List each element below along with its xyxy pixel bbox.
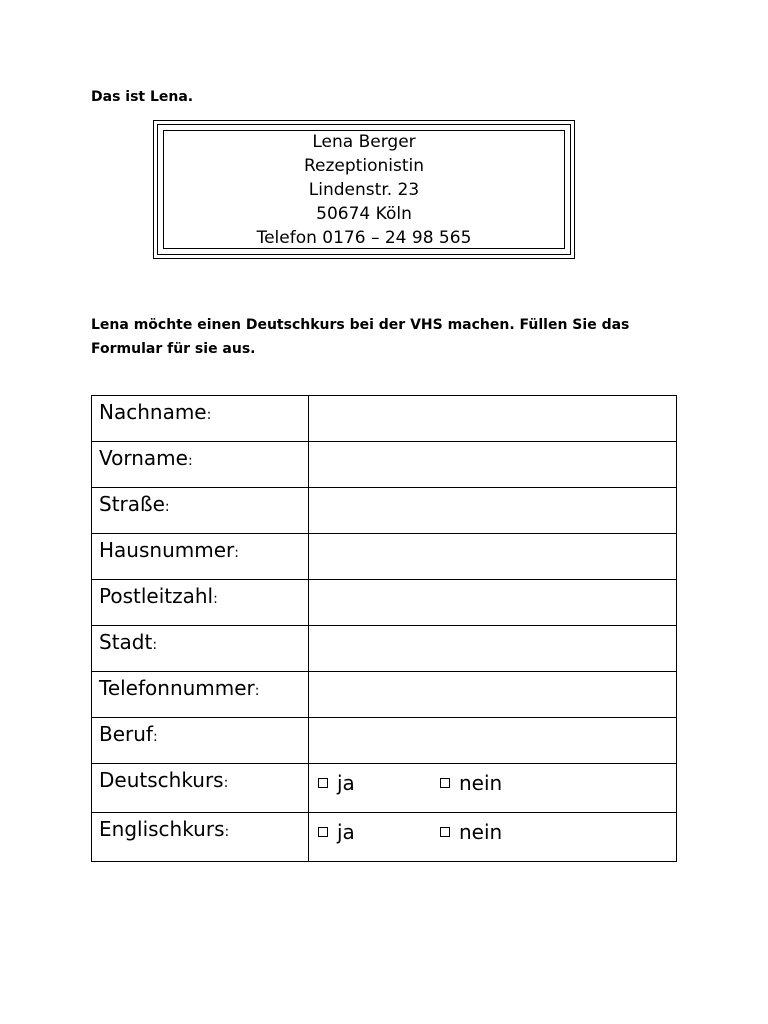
form-label-colon: :	[152, 637, 158, 653]
option-label-nein: nein	[459, 771, 503, 795]
form-label-text: Telefonnummer	[99, 676, 255, 700]
form-row-nachname	[92, 396, 677, 442]
form-label-strasse	[92, 488, 309, 534]
form-label-colon: :	[254, 683, 260, 699]
form-label-text: Deutschkurs	[99, 768, 224, 792]
checkbox-icon[interactable]	[318, 778, 328, 788]
form-field-postleitzahl[interactable]	[309, 580, 677, 626]
form-label-colon: :	[234, 545, 239, 561]
form-label-colon: :	[206, 407, 212, 423]
form-label-telefonnummer	[92, 672, 309, 718]
form-row-englischkurs	[92, 813, 677, 862]
business-card-frame	[157, 124, 571, 255]
form-label-text: Hausnummer	[99, 538, 235, 562]
card-phone: Telefon 0176 – 24 98 565	[256, 227, 472, 248]
englischkurs-ja-option[interactable]	[318, 820, 355, 844]
form-label-text: Stadt	[99, 630, 153, 654]
intro-text: Das ist Lena.	[91, 89, 194, 105]
instruction-text: Lena möchte einen Deutschkurs bei der VHS machen. Füllen Sie das Formular für sie aus.	[91, 317, 630, 357]
form-label-colon: :	[164, 499, 170, 515]
form-label-postleitzahl	[92, 580, 309, 626]
form-label-text: Postleitzahl	[99, 584, 214, 608]
form-label-text: Beruf	[99, 722, 153, 746]
form-label-colon: :	[223, 775, 229, 791]
form-field-vorname[interactable]	[309, 442, 677, 488]
form-options-deutschkurs	[309, 764, 677, 813]
deutschkurs-ja-option[interactable]	[318, 771, 355, 795]
deutschkurs-nein-option[interactable]	[440, 771, 502, 795]
form-row-deutschkurs	[92, 764, 677, 813]
checkbox-icon[interactable]	[440, 778, 450, 788]
form-row-postleitzahl	[92, 580, 677, 626]
card-street: Lindenstr. 23	[308, 179, 420, 200]
englischkurs-nein-option[interactable]	[440, 820, 502, 844]
option-label-ja: ja	[337, 771, 355, 795]
form-field-stadt[interactable]	[309, 626, 677, 672]
form-field-nachname[interactable]	[309, 396, 677, 442]
checkbox-icon[interactable]	[440, 827, 450, 837]
form-label-text: Englischkurs	[99, 817, 225, 841]
card-city: 50674 Köln	[316, 203, 412, 224]
form-label-colon: :	[187, 453, 193, 469]
form-label-englischkurs	[92, 813, 309, 862]
form-row-stadt	[92, 626, 677, 672]
form-options-englischkurs	[309, 813, 677, 862]
form-field-hausnummer[interactable]	[309, 534, 677, 580]
form-label-colon: :	[152, 729, 158, 745]
form-row-vorname	[92, 442, 677, 488]
form-label-vorname	[92, 442, 309, 488]
checkbox-icon[interactable]	[318, 827, 328, 837]
business-card	[153, 120, 575, 259]
card-occupation: Rezeptionistin	[304, 155, 424, 176]
card-name: Lena Berger	[312, 131, 416, 152]
form-row-telefonnummer	[92, 672, 677, 718]
form-label-colon: :	[224, 824, 230, 840]
form-row-strasse	[92, 488, 677, 534]
business-card-content	[163, 130, 565, 249]
form-field-telefonnummer[interactable]	[309, 672, 677, 718]
form-row-beruf	[92, 718, 677, 764]
form-label-text: Vorname	[99, 446, 188, 470]
form-label-nachname	[92, 396, 309, 442]
form-label-deutschkurs	[92, 764, 309, 813]
form-row-hausnummer	[92, 534, 677, 580]
option-label-nein: nein	[459, 820, 503, 844]
registration-form	[91, 395, 677, 862]
form-label-colon: :	[213, 591, 218, 607]
form-field-strasse[interactable]	[309, 488, 677, 534]
form-label-stadt	[92, 626, 309, 672]
form-label-text: Straße	[99, 492, 165, 516]
form-label-beruf	[92, 718, 309, 764]
form-field-beruf[interactable]	[309, 718, 677, 764]
option-label-ja: ja	[337, 820, 355, 844]
form-label-hausnummer	[92, 534, 309, 580]
form-label-text: Nachname	[99, 400, 207, 424]
